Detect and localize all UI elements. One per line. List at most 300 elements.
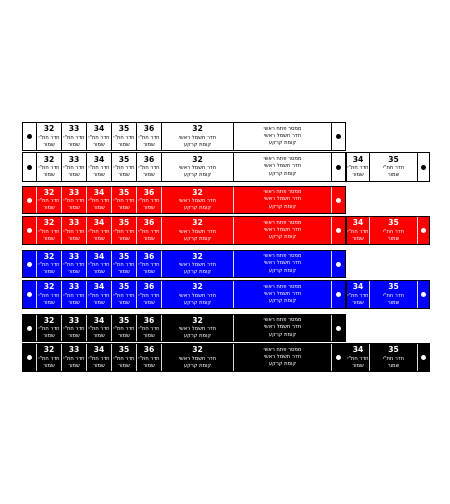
room-cell-35 [111,123,136,150]
bullet-cell [331,187,345,213]
room-label: חדר חת"י [38,326,60,333]
floor-label: קומת קרקע [268,331,297,338]
room-number: 35 [118,218,130,228]
room-cell-34 [86,123,111,150]
room-number: 32 [192,345,203,355]
room-cell-34 [86,281,111,308]
main-relay-label: ממסר פתח ראשי [263,189,302,196]
bullet-cell [23,344,36,371]
guard-label: שמור [43,172,55,179]
guard-label: שמור [43,299,55,306]
guard-label: שמור [43,235,55,242]
main-room-label: חדר חשמל ראשי [178,228,217,235]
label-strip [22,250,346,278]
room-number: 33 [68,218,80,228]
guard-label: שמור [93,235,105,242]
room-cell-33 [61,344,86,371]
room-label: חדר חת"י [138,134,160,141]
guard-label: שמור [43,362,55,369]
room-cell-34 [86,344,111,371]
main-relay-label: ממסר פתח ראשי [263,253,302,260]
bullet-cell [23,153,36,181]
main-room-cell-32 [161,153,233,181]
main-relay-cell [233,217,331,244]
room-cell-35 [111,315,136,341]
room-number: 36 [143,124,155,134]
guard-label: שמור [118,333,130,340]
guard-label: שמור [387,362,400,369]
label-row-red-short [22,186,346,214]
room-label: חדר חת"י [347,292,369,299]
room-number: 32 [43,315,55,325]
main-room-cell-32 [161,281,233,308]
room-label: חדר חת"י [347,355,369,362]
room-label: חדר חת"י [382,355,405,362]
room-number: 34 [93,315,105,325]
room-label: חדר חת"י [38,355,60,362]
guard-label: שמור [93,269,105,276]
bullet-dot-icon [421,355,426,360]
guard-label: שמור [143,269,155,276]
room-cell-36 [136,153,161,181]
room-label: חדר חת"י [113,292,135,299]
guard-label: שמור [352,235,364,242]
label-strip [22,186,346,214]
room-number: 35 [118,282,130,292]
guard-label: שמור [352,172,364,179]
bullet-dot-icon [421,165,426,170]
room-label: חדר חת"י [138,165,160,172]
guard-label: שמור [93,172,105,179]
room-number: 36 [143,282,155,292]
label-row-black-short [22,314,346,342]
room-label: חדר חת"י [63,262,85,269]
main-room-label: חדר חשמל ראשי [263,226,302,233]
room-number: 32 [43,251,55,261]
room-number: 34 [93,345,105,355]
room-cell-34 [347,344,369,371]
floor-label: קומת קרקע [268,234,297,240]
room-number: 36 [143,251,155,261]
room-label: חדר חת"י [63,165,85,172]
room-label: חדר חת"י [63,326,85,333]
guard-label: שמור [43,205,55,212]
room-cell-36 [136,251,161,277]
bullet-cell [417,153,429,181]
room-cell-33 [61,153,86,181]
room-label: חדר חת"י [113,165,135,172]
bullet-dot-icon [336,292,341,297]
room-cell-35 [111,153,136,181]
bullet-cell [23,281,36,308]
main-room-label: חדר חשמל ראשי [263,290,302,297]
guard-label: שמור [93,205,105,212]
floor-label: קומת קרקע [183,141,212,148]
room-number: 32 [192,187,203,197]
room-number: 32 [43,124,55,134]
guard-label: שמור [387,299,400,306]
room-cell-34 [347,153,369,181]
main-relay-cell [233,281,331,308]
bullet-dot-icon [336,355,341,360]
room-number: 34 [352,218,364,228]
guard-label: שמור [118,141,130,148]
room-cell-34 [86,153,111,181]
bullet-dot-icon [336,134,341,139]
guard-label: שמור [143,333,155,340]
room-number: 34 [93,124,105,134]
room-cell-36 [136,187,161,213]
room-label: חדר חת"י [113,228,135,235]
room-cell-34 [86,187,111,213]
main-room-cell-32 [161,217,233,244]
main-relay-cell [233,251,331,277]
extension-strip [346,280,430,309]
guard-label: שמור [68,362,80,369]
room-number: 33 [68,345,80,355]
room-label: חדר חת"י [63,198,85,205]
room-label: חדר חת"י [88,165,110,172]
guard-label: שמור [352,299,364,306]
room-label: חדר חת"י [138,326,160,333]
guard-label: שמור [68,141,80,148]
room-label: חדר חת"י [38,262,60,269]
main-relay-label: ממסר פתח ראשי [263,156,302,163]
room-label: חדר חת"י [113,355,135,362]
bullet-dot-icon [336,198,341,203]
room-cell-33 [61,281,86,308]
room-number: 36 [143,345,155,355]
bullet-cell [23,123,36,150]
bullet-dot-icon [421,292,426,297]
floor-label: קומת קרקע [268,267,297,274]
room-label: חדר חת"י [113,134,135,141]
room-cell-36 [136,315,161,341]
room-number: 32 [43,345,55,355]
bullet-dot-icon [27,326,32,331]
floor-label: קומת קרקע [183,205,212,212]
room-label: חדר חת"י [88,292,110,299]
bullet-dot-icon [336,228,341,233]
room-cell-36 [136,123,161,150]
label-row-red-long [22,216,430,245]
bullet-cell [417,344,429,371]
main-room-label: חדר חשמל ראשי [178,326,217,333]
room-number: 35 [118,154,130,164]
bullet-dot-icon [336,262,341,267]
bullet-dot-icon [336,165,341,170]
room-cell-32 [36,217,61,244]
bullet-cell [23,251,36,277]
main-relay-cell [233,123,331,150]
guard-label: שמור [93,362,105,369]
room-number: 34 [93,218,105,228]
room-number: 33 [68,154,80,164]
room-cell-32 [36,251,61,277]
guard-label: שמור [93,299,105,306]
main-room-label: חדר חשמל ראשי [178,134,217,141]
guard-label: שמור [68,333,80,340]
room-label: חדר חת"י [88,228,110,235]
guard-label: שמור [118,269,130,276]
room-number: 32 [43,187,55,197]
room-label: חדר חת"י [88,134,110,141]
bullet-dot-icon [421,228,426,233]
guard-label: שמור [143,141,155,148]
extension-strip [346,216,430,245]
floor-label: קומת קרקע [183,299,212,306]
label-strip [22,122,346,151]
main-relay-label: ממסר פתח ראשי [263,283,302,290]
main-relay-label: ממסר פתח ראשי [263,317,302,324]
extension-strip [346,152,430,182]
label-strip [22,314,346,342]
room-cell-36 [136,217,161,244]
bullet-cell [23,217,36,244]
guard-label: שמור [143,235,155,242]
main-relay-label: ממסר פתח ראשי [263,346,302,353]
label-row-white-short [22,122,346,151]
room-cell-35 [369,217,417,244]
room-label: חדר חת"י [138,262,160,269]
room-cell-34 [347,281,369,308]
bullet-dot-icon [27,198,32,203]
guard-label: שמור [143,299,155,306]
guard-label: שמור [387,172,400,179]
floor-label: קומת קרקע [268,170,297,177]
room-label: חדר חת"י [38,228,60,235]
main-relay-cell [233,344,331,371]
room-number: 34 [352,154,364,164]
guard-label: שמור [118,235,130,242]
label-row-blue-long [22,280,430,309]
room-label: חדר חת"י [38,165,60,172]
label-row-blue-short [22,250,346,278]
room-cell-33 [61,315,86,341]
floor-label: קומת קרקע [268,140,297,146]
main-room-cell-32 [161,123,233,150]
room-number: 34 [93,154,105,164]
bullet-dot-icon [27,292,32,297]
room-label: חדר חת"י [63,292,85,299]
room-number: 35 [388,154,399,164]
room-number: 35 [118,187,130,197]
room-number: 32 [192,218,203,228]
guard-label: שמור [93,141,105,148]
guard-label: שמור [68,205,80,212]
room-number: 33 [68,282,80,292]
room-label: חדר חת"י [138,228,160,235]
room-number: 35 [118,345,130,355]
bullet-cell [417,281,429,308]
guard-label: שמור [43,269,55,276]
guard-label: שמור [352,362,364,369]
guard-label: שמור [143,172,155,179]
room-cell-35 [111,344,136,371]
main-relay-label: ממסר פתח ראשי [263,125,302,132]
room-label: חדר חת"י [347,228,369,235]
room-number: 35 [118,124,130,134]
room-cell-35 [369,344,417,371]
guard-label: שמור [43,141,55,148]
bullet-dot-icon [336,326,341,331]
room-cell-32 [36,344,61,371]
room-number: 34 [352,345,364,355]
room-cell-35 [369,153,417,181]
floor-label: קומת קרקע [268,203,297,210]
label-strip [22,280,346,309]
main-room-label: חדר חשמל ראשי [178,262,217,269]
floor-label: קומת קרקע [183,172,212,179]
room-label: חדר חת"י [347,165,369,172]
room-number: 32 [43,218,55,228]
room-label: חדר חת"י [382,165,405,172]
bullet-cell [331,344,345,371]
bullet-cell [331,123,345,150]
main-room-label: חדר חשמל ראשי [263,196,302,203]
room-number: 35 [118,315,130,325]
room-cell-32 [36,187,61,213]
room-cell-36 [136,281,161,308]
room-label: חדר חת"י [63,228,85,235]
main-room-label: חדר חשמל ראשי [178,355,217,362]
room-cell-35 [111,251,136,277]
room-number: 36 [143,154,155,164]
room-cell-35 [111,217,136,244]
room-number: 34 [93,282,105,292]
bullet-cell [331,217,345,244]
label-strip [22,216,346,245]
label-row-black-long [22,343,430,372]
room-cell-33 [61,251,86,277]
main-relay-cell [233,153,331,181]
main-room-label: חדר חשמל ראשי [263,260,302,267]
main-room-label: חדר חשמל ראשי [178,165,217,172]
room-number: 34 [352,282,364,292]
room-cell-32 [36,123,61,150]
room-cell-35 [369,281,417,308]
main-relay-cell [233,187,331,213]
room-cell-33 [61,187,86,213]
room-number: 35 [118,251,130,261]
main-room-cell-32 [161,187,233,213]
room-label: חדר חת"י [113,262,135,269]
guard-label: שמור [93,333,105,340]
guard-label: שמור [387,235,400,242]
room-number: 34 [93,187,105,197]
main-room-label: חדר חשמל ראשי [263,353,302,360]
room-label: חדר חת"י [138,355,160,362]
main-room-label: חדר חשמל ראשי [263,324,302,331]
room-label: חדר חת"י [138,198,160,205]
guard-label: שמור [118,362,130,369]
room-label: חדר חת"י [138,292,160,299]
room-number: 32 [43,282,55,292]
extension-strip [346,343,430,372]
main-room-label: חדר חשמל ראשי [263,163,302,170]
main-room-label: חדר חשמל ראשי [178,292,217,299]
room-cell-35 [111,281,136,308]
main-relay-cell [233,315,331,341]
room-cell-35 [111,187,136,213]
bullet-cell [331,153,345,181]
bullet-dot-icon [27,262,32,267]
room-number: 32 [192,282,203,292]
room-label: חדר חת"י [38,134,60,141]
main-room-cell-32 [161,315,233,341]
room-label: חדר חת"י [113,326,135,333]
floor-label: קומת קרקע [183,333,212,340]
room-number: 32 [192,154,203,164]
guard-label: שמור [43,333,55,340]
room-cell-32 [36,153,61,181]
room-cell-33 [61,217,86,244]
main-room-label: חדר חשמל ראשי [263,132,302,139]
floor-label: קומת קרקע [268,298,297,304]
bullet-cell [417,217,429,244]
room-number: 36 [143,187,155,197]
floor-label: קומת קרקע [183,269,212,276]
bullet-dot-icon [27,228,32,233]
guard-label: שמור [68,172,80,179]
guard-label: שמור [118,172,130,179]
room-number: 35 [388,345,399,355]
guard-label: שמור [68,235,80,242]
label-strip [22,343,346,372]
bullet-cell [331,315,345,341]
bullet-cell [331,251,345,277]
bullet-cell [23,187,36,213]
room-cell-34 [347,217,369,244]
main-room-label: חדר חשמל ראשי [178,198,217,205]
main-room-cell-32 [161,344,233,371]
room-cell-33 [61,123,86,150]
room-number: 33 [68,124,80,134]
room-label: חדר חת"י [88,262,110,269]
room-label: חדר חת"י [38,292,60,299]
bullet-dot-icon [27,165,32,170]
bullet-dot-icon [27,134,32,139]
room-cell-36 [136,344,161,371]
room-cell-32 [36,281,61,308]
floor-label: קומת קרקע [183,235,212,242]
room-label: חדר חת"י [88,355,110,362]
room-number: 35 [388,218,399,228]
bullet-dot-icon [27,355,32,360]
room-cell-32 [36,315,61,341]
label-strip [22,152,346,182]
room-label: חדר חת"י [88,198,110,205]
room-number: 35 [388,282,399,292]
room-number: 33 [68,187,80,197]
label-row-white-long [22,152,430,182]
room-label: חדר חת"י [38,198,60,205]
room-cell-34 [86,217,111,244]
room-label: חדר חת"י [88,326,110,333]
room-number: 33 [68,251,80,261]
room-label: חדר חת"י [113,198,135,205]
floor-label: קומת קרקע [268,361,297,367]
room-number: 34 [93,251,105,261]
room-cell-34 [86,251,111,277]
room-number: 33 [68,315,80,325]
bullet-cell [331,281,345,308]
guard-label: שמור [143,362,155,369]
room-number: 36 [143,315,155,325]
room-label: חדר חת"י [63,134,85,141]
room-cell-34 [86,315,111,341]
room-number: 32 [192,124,203,134]
